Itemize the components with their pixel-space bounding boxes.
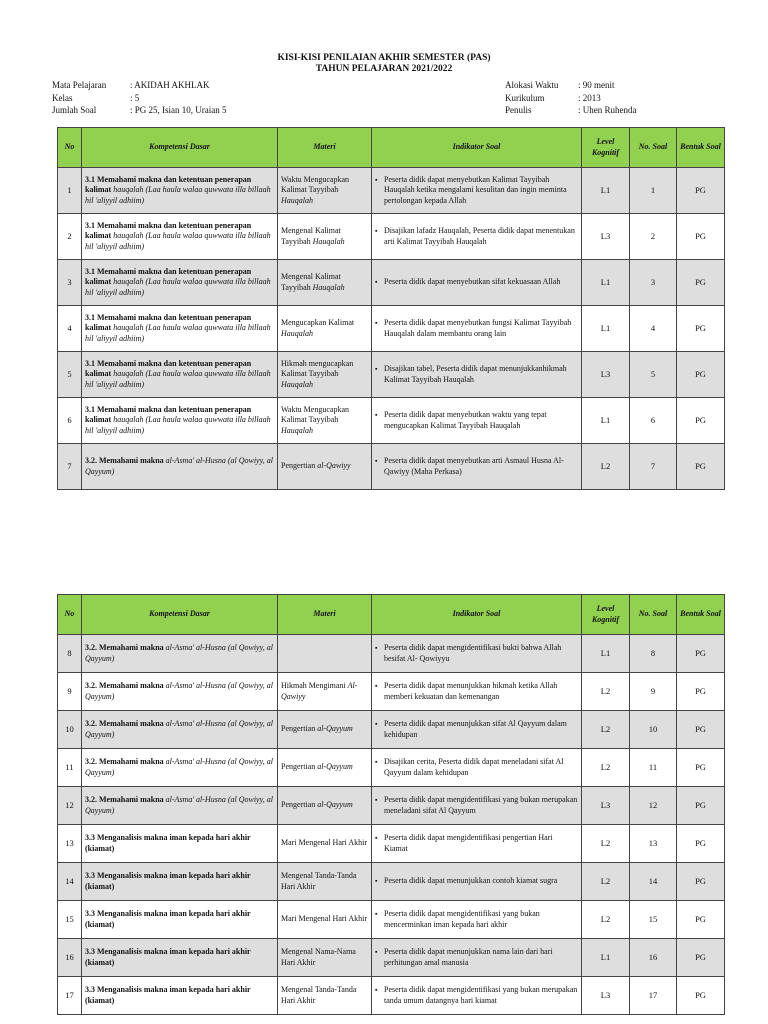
table-header-row: [58, 128, 725, 168]
kd-italic: hauqalah (Laa haula walaa quwwata illa billaah hil 'aliyyil adhiim): [85, 415, 271, 435]
indikator-soal: [372, 635, 582, 673]
kompetensi-dasar: [82, 673, 278, 711]
materi-text: Mengucapkan Kalimat: [281, 318, 355, 327]
materi-italic: Hauqalah: [281, 328, 313, 338]
indikator-text: Peserta didik dapat mengidentifikasi yang bukan merupakan meneladani sifat Al Qayyum: [384, 795, 578, 815]
row-number: 1: [58, 168, 82, 214]
kompetensi-dasar: [82, 352, 278, 398]
materi: [278, 444, 372, 490]
column-header: Bentuk Soal: [677, 128, 725, 168]
meta-key: Mata Pelajaran: [52, 80, 107, 90]
kd-text: 3.2. Memahami makna: [85, 719, 164, 728]
column-header: Materi: [278, 128, 372, 168]
row-number: 2: [58, 214, 82, 260]
indikator-item: [375, 681, 578, 702]
level-kognitif: L1: [582, 635, 630, 673]
table-row: [58, 352, 725, 398]
column-header: Indikator Soal: [372, 128, 582, 168]
nomor-soal: 17: [630, 977, 677, 1015]
column-header: Kompetensi Dasar: [82, 595, 278, 635]
bullet-icon: ▪: [375, 319, 378, 327]
kompetensi-dasar: [82, 901, 278, 939]
indikator-soal: [372, 214, 582, 260]
meta-value: : 90 menit: [578, 80, 615, 90]
column-header: No: [58, 128, 82, 168]
bentuk-soal: PG: [677, 711, 725, 749]
materi: [278, 398, 372, 444]
kompetensi-dasar: [82, 398, 278, 444]
indikator-item: [375, 643, 578, 664]
indikator-soal: [372, 306, 582, 352]
column-header: No. Soal: [630, 128, 677, 168]
level-kognitif: L2: [582, 444, 630, 490]
indikator-soal: [372, 352, 582, 398]
level-kognitif: L2: [582, 901, 630, 939]
indikator-text: Peserta didik dapat menyebutkan Kalimat Tayyibah Hauqalah ketika mengalami kesulitan dan ingin meminta pertolongan kepada Allah: [384, 174, 567, 205]
row-number: 14: [58, 863, 82, 901]
level-kognitif: L3: [582, 214, 630, 260]
bullet-icon: ▪: [375, 175, 378, 184]
kompetensi-dasar: [82, 306, 278, 352]
bullet-icon: ▪: [375, 948, 378, 956]
materi-text: Waktu Mengucapkan Kalimat Tayyibah: [281, 174, 349, 195]
level-kognitif: L3: [582, 352, 630, 398]
kompetensi-dasar: [82, 977, 278, 1015]
meta-key: Kelas: [52, 92, 73, 103]
row-number: 3: [58, 260, 82, 306]
kd-text: 3.3 Menganalisis makna iman kepada hari akhir (kiamat): [85, 833, 251, 853]
row-number: 8: [58, 635, 82, 673]
nomor-soal: 16: [630, 939, 677, 977]
nomor-soal: 5: [630, 352, 677, 398]
bullet-icon: ▪: [375, 278, 378, 287]
indikator-item: [375, 456, 578, 477]
indikator-soal: [372, 711, 582, 749]
table-row: [58, 711, 725, 749]
nomor-soal: 2: [630, 214, 677, 260]
kompetensi-dasar: [82, 168, 278, 214]
meta-key: Jumlah Soal: [52, 105, 97, 115]
level-kognitif: L1: [582, 168, 630, 214]
meta-left: [52, 79, 227, 117]
meta-value: : AKIDAH AKHLAK: [130, 80, 210, 90]
indikator-text: Peserta didik dapat menyebutkan fungsi Kalimat Tayyibah Hauqalah dalam membantu orang lain: [384, 318, 572, 338]
kd-text: 3.2. Memahami makna: [85, 757, 164, 766]
table-row: [58, 306, 725, 352]
meta-right: [505, 79, 637, 117]
level-kognitif: L2: [582, 711, 630, 749]
bullet-icon: ▪: [375, 758, 378, 766]
kompetensi-dasar: [82, 635, 278, 673]
nomor-soal: 6: [630, 398, 677, 444]
bentuk-soal: PG: [677, 749, 725, 787]
bentuk-soal: PG: [677, 352, 725, 398]
bentuk-soal: PG: [677, 168, 725, 214]
kd-text: 3.2. Memahami makna: [85, 795, 164, 804]
materi-text: Pengertian: [281, 800, 316, 810]
row-number: 7: [58, 444, 82, 490]
indikator-text: Peserta didik dapat mengidentifikasi bukti bahwa Allah besifat Al- Qowiyyu: [384, 643, 562, 663]
materi: [278, 260, 372, 306]
table-row: [58, 977, 725, 1015]
kompetensi-dasar: [82, 787, 278, 825]
column-header: No. Soal: [630, 595, 677, 635]
kd-text: 3.2. Memahami makna: [85, 681, 164, 690]
indikator-soal: [372, 673, 582, 711]
document-title: KISI-KISI PENILAIAN AKHIR SEMESTER (PAS): [277, 53, 491, 63]
kd-italic: al-Asma' al-Husna (al Qowiyy, al Qayyum): [85, 643, 273, 663]
indikator-item: [375, 410, 578, 431]
materi: [278, 214, 372, 260]
indikator-item: [375, 833, 578, 854]
bentuk-soal: PG: [677, 901, 725, 939]
table-row: [58, 787, 725, 825]
materi: [278, 977, 372, 1015]
table-row: [58, 635, 725, 673]
kd-text: 3.3 Menganalisis makna iman kepada hari akhir (kiamat): [85, 985, 251, 1005]
meta-row: [52, 104, 227, 117]
indikator-text: Disajikan cerita, Peserta didik dapat meneladani sifat Al Qayyum dalam kehidupan: [384, 757, 564, 777]
materi-text: Mengenal Nama-Nama Hari Akhir: [281, 947, 356, 967]
column-header: Indikator Soal: [372, 595, 582, 635]
kd-italic: al-Asma' al-Husna (al Qowiyy, al Qayyum): [85, 795, 273, 815]
materi-text: Pengertian: [281, 724, 316, 734]
table-row: [58, 901, 725, 939]
kd-italic: al-Asma' al-Husna (al Qowiyy, al Qayyum): [85, 456, 273, 476]
materi-text: Pengertian: [281, 461, 316, 471]
materi: [278, 825, 372, 863]
indikator-soal: [372, 863, 582, 901]
kd-italic: al-Asma' al-Husna (al Qowiyy, al Qayyum): [85, 757, 273, 777]
kompetensi-dasar: [82, 825, 278, 863]
table-row: [58, 749, 725, 787]
indikator-soal: [372, 444, 582, 490]
indikator-text: Disajikan lafadz Hauqalah, Peserta didik dapat menentukan arti Kalimat Tayyibah Hauqalah: [384, 226, 575, 246]
materi-italic: al-Qayyum: [317, 800, 353, 810]
level-kognitif: L2: [582, 825, 630, 863]
kd-text: 3.1 Memahami makna dan ketentuan penerapan kalimat: [85, 266, 252, 287]
row-number: 15: [58, 901, 82, 939]
materi-italic: Al-Qawiyy: [281, 681, 358, 701]
indikator-item: [375, 175, 578, 207]
level-kognitif: L1: [582, 306, 630, 352]
indikator-soal: [372, 787, 582, 825]
kd-italic: al-Asma' al-Husna (al Qowiyy, al Qayyum): [85, 719, 273, 739]
meta-row: [52, 79, 227, 92]
indikator-soal: [372, 977, 582, 1015]
nomor-soal: 15: [630, 901, 677, 939]
materi-italic: Hauqalah: [281, 379, 313, 389]
table-row: [58, 398, 725, 444]
kd-text: 3.3 Menganalisis makna iman kepada hari akhir (kiamat): [85, 947, 251, 967]
table-row: [58, 673, 725, 711]
materi-text: Waktu Mengucapkan Kalimat Tayyibah: [281, 404, 349, 425]
materi: [278, 306, 372, 352]
indikator-soal: [372, 168, 582, 214]
materi-italic: Hauqalah: [281, 425, 313, 435]
column-header: Level Kognitif: [582, 128, 630, 168]
bentuk-soal: PG: [677, 306, 725, 352]
kd-italic: al-Asma' al-Husna (al Qowiyy, al Qayyum): [85, 681, 273, 701]
materi: [278, 901, 372, 939]
bentuk-soal: PG: [677, 444, 725, 490]
materi-text: Mengenal Tanda-Tanda Hari Akhir: [281, 985, 357, 1005]
table-row: [58, 168, 725, 214]
row-number: 9: [58, 673, 82, 711]
bullet-icon: ▪: [375, 457, 378, 465]
row-number: 4: [58, 306, 82, 352]
indikator-text: Peserta didik dapat menyebutkan sifat kekuasaan Allah: [384, 277, 561, 287]
row-number: 5: [58, 352, 82, 398]
row-number: 6: [58, 398, 82, 444]
nomor-soal: 4: [630, 306, 677, 352]
bullet-icon: ▪: [375, 227, 378, 235]
materi-text: Mari Mengenal Hari Akhir: [281, 838, 367, 848]
level-kognitif: L2: [582, 673, 630, 711]
kd-text: 3.2. Memahami makna: [85, 643, 164, 652]
indikator-soal: [372, 939, 582, 977]
bentuk-soal: PG: [677, 939, 725, 977]
level-kognitif: L2: [582, 863, 630, 901]
column-header: Bentuk Soal: [677, 595, 725, 635]
level-kognitif: L3: [582, 787, 630, 825]
table-header-row: [58, 595, 725, 635]
kd-text: 3.3 Menganalisis makna iman kepada hari akhir (kiamat): [85, 871, 251, 891]
column-header: Materi: [278, 595, 372, 635]
materi: [278, 787, 372, 825]
indikator-item: [375, 226, 578, 247]
materi: [278, 939, 372, 977]
bullet-icon: ▪: [375, 720, 378, 728]
materi-italic: al-Qayyum: [317, 724, 353, 734]
level-kognitif: L2: [582, 749, 630, 787]
materi-italic: Hauqalah: [312, 282, 345, 292]
indikator-text: Peserta didik dapat menunjukkan sifat Al Qayyum dalam kehidupan: [384, 719, 567, 739]
meta-value: : 5: [130, 92, 140, 103]
materi: [278, 673, 372, 711]
materi-text: Mengenal Kalimat Tayyibah: [281, 226, 341, 246]
indikator-text: Peserta didik dapat mengidentifikasi pengertian Hari Kiamat: [384, 833, 553, 853]
table-body: [58, 635, 725, 1015]
meta-row: [505, 104, 637, 117]
column-header: Kompetensi Dasar: [82, 128, 278, 168]
bentuk-soal: PG: [677, 977, 725, 1015]
materi-text: Hikmah Mengimani: [281, 681, 346, 690]
table-body: [58, 168, 725, 490]
kompetensi-dasar: [82, 711, 278, 749]
indikator-soal: [372, 398, 582, 444]
nomor-soal: 10: [630, 711, 677, 749]
materi-text: Pengertian: [281, 762, 316, 772]
level-kognitif: L1: [582, 260, 630, 306]
row-number: 17: [58, 977, 82, 1015]
meta-value: : Uhen Ruhenda: [578, 105, 637, 115]
indikator-text: Peserta didik dapat menyebutkan arti Asmaul Husna Al-Qawiyy (Maha Perkasa): [384, 456, 564, 476]
indikator-item: [375, 909, 578, 930]
materi-text: Mengenal Tanda-Tanda Hari Akhir: [281, 871, 357, 891]
kd-text: 3.1 Memahami makna dan ketentuan penerapan kalimat: [85, 404, 252, 425]
bullet-icon: ▪: [375, 910, 378, 918]
bullet-icon: ▪: [375, 986, 378, 994]
indikator-soal: [372, 260, 582, 306]
bullet-icon: ▪: [375, 834, 378, 842]
row-number: 16: [58, 939, 82, 977]
indikator-item: [375, 876, 578, 887]
bentuk-soal: PG: [677, 825, 725, 863]
indikator-item: [375, 364, 578, 385]
kisi-table-2: [57, 594, 725, 1015]
kd-text: 3.1 Memahami makna dan ketentuan penerapan kalimat: [85, 312, 252, 333]
nomor-soal: 3: [630, 260, 677, 306]
bullet-icon: ▪: [375, 796, 378, 804]
meta-value: : 2013: [578, 92, 601, 103]
nomor-soal: 14: [630, 863, 677, 901]
kompetensi-dasar: [82, 214, 278, 260]
level-kognitif: L1: [582, 398, 630, 444]
materi-italic: Hauqalah: [312, 236, 345, 246]
table-row: [58, 214, 725, 260]
level-kognitif: L3: [582, 977, 630, 1015]
meta-value: : PG 25, Isian 10, Uraian 5: [130, 105, 227, 115]
bentuk-soal: PG: [677, 214, 725, 260]
bentuk-soal: PG: [677, 398, 725, 444]
column-header: No: [58, 595, 82, 635]
bentuk-soal: PG: [677, 673, 725, 711]
row-number: 12: [58, 787, 82, 825]
bullet-icon: ▪: [375, 411, 378, 419]
nomor-soal: 11: [630, 749, 677, 787]
materi-text: Hikmah mengucapkan Kalimat Tayyibah: [281, 358, 354, 379]
indikator-item: [375, 947, 578, 968]
kompetensi-dasar: [82, 939, 278, 977]
indikator-soal: [372, 749, 582, 787]
kd-text: 3.1 Memahami makna dan ketentuan penerapan kalimat: [85, 220, 252, 241]
indikator-text: Peserta didik dapat menunjukkan contoh kiamat sugra: [384, 876, 558, 886]
indikator-item: [375, 795, 578, 816]
materi: [278, 711, 372, 749]
table-row: [58, 825, 725, 863]
bullet-icon: ▪: [375, 365, 378, 373]
materi-text: Mari Mengenal Hari Akhir: [281, 914, 367, 924]
indikator-text: Peserta didik dapat mengidentifikasi yang bukan merupakan tanda umum datangnya hari kiamat: [384, 985, 578, 1005]
table-row: [58, 939, 725, 977]
meta-key: Penulis: [505, 105, 532, 115]
indikator-item: [375, 318, 578, 339]
kd-text: 3.1 Memahami makna dan ketentuan penerapan kalimat: [85, 174, 252, 195]
kd-text: 3.3 Menganalisis makna iman kepada hari akhir (kiamat): [85, 909, 251, 929]
row-number: 13: [58, 825, 82, 863]
nomor-soal: 9: [630, 673, 677, 711]
table-row: [58, 444, 725, 490]
bentuk-soal: PG: [677, 260, 725, 306]
materi-italic: al-Qayyum: [317, 762, 353, 772]
meta-row: [52, 92, 227, 105]
nomor-soal: 7: [630, 444, 677, 490]
bullet-icon: ▪: [375, 644, 378, 652]
bentuk-soal: PG: [677, 863, 725, 901]
indikator-text: Peserta didik dapat mengidentifikasi yang bukan mencerminkan iman kepada hari akhir: [384, 909, 540, 929]
kd-text: 3.1 Memahami makna dan ketentuan penerapan kalimat: [85, 358, 252, 379]
materi: [278, 863, 372, 901]
meta-key: Kurikulum: [505, 92, 545, 103]
indikator-item: [375, 985, 578, 1006]
kompetensi-dasar: [82, 260, 278, 306]
table-row: [58, 863, 725, 901]
materi: [278, 168, 372, 214]
row-number: 10: [58, 711, 82, 749]
materi: [278, 635, 372, 673]
bullet-icon: ▪: [375, 682, 378, 690]
kd-italic: hauqalah (Laa haula walaa quwwata illa billaah hil 'aliyyil adhiim): [85, 231, 271, 251]
nomor-soal: 1: [630, 168, 677, 214]
materi: [278, 352, 372, 398]
kd-italic: hauqalah (Laa haula walaa quwwata illa billaah hil 'aliyyil adhiim): [85, 369, 271, 389]
kisi-table-1: [57, 127, 725, 490]
column-header: Level Kognitif: [582, 595, 630, 635]
nomor-soal: 12: [630, 787, 677, 825]
indikator-text: Disajikan tabel, Peserta didik dapat menunjukkanhikmah Kalimat Tayyibah Hauqalah: [384, 364, 567, 384]
materi-text: Mengenal Kalimat Tayyibah: [281, 272, 341, 292]
indikator-item: [375, 277, 578, 288]
meta-row: [505, 79, 637, 92]
kd-italic: hauqalah (Laa haula walaa quwwata illa billaah hil 'aliyyil adhiim): [85, 185, 271, 205]
nomor-soal: 8: [630, 635, 677, 673]
materi: [278, 749, 372, 787]
kd-italic: hauqalah (Laa haula walaa quwwata illa billaah hil 'aliyyil adhiim): [85, 323, 271, 343]
indikator-text: Peserta didik dapat menunjukkan hikmah ketika Allah memberi kekuatan dan kemenangan: [384, 681, 558, 701]
bullet-icon: ▪: [375, 877, 378, 886]
row-number: 11: [58, 749, 82, 787]
nomor-soal: 13: [630, 825, 677, 863]
indikator-soal: [372, 825, 582, 863]
kd-text: 3.2. Memahami makna: [85, 456, 164, 465]
bentuk-soal: PG: [677, 635, 725, 673]
indikator-item: [375, 757, 578, 778]
materi-italic: al-Qawiyy: [317, 461, 351, 471]
meta-row: [505, 92, 637, 105]
indikator-text: Peserta didik dapat menyebutkan waktu yang tepat mengucapkan Kalimat Tayyibah Hauqalah: [384, 410, 547, 430]
indikator-item: [375, 719, 578, 740]
kompetensi-dasar: [82, 444, 278, 490]
indikator-text: Peserta didik dapat menunjukkan nama lain dari hari perhitungan amal manusia: [384, 947, 553, 967]
kd-italic: hauqalah (Laa haula walaa quwwata illa billaah hil 'aliyyil adhiim): [85, 277, 271, 297]
table-row: [58, 260, 725, 306]
indikator-soal: [372, 901, 582, 939]
kompetensi-dasar: [82, 749, 278, 787]
bentuk-soal: PG: [677, 787, 725, 825]
document-subtitle: TAHUN PELAJARAN 2021/2022: [315, 64, 453, 74]
kompetensi-dasar: [82, 863, 278, 901]
level-kognitif: L1: [582, 939, 630, 977]
meta-key: Alokasi Waktu: [505, 80, 559, 90]
materi-italic: Hauqalah: [281, 195, 313, 205]
